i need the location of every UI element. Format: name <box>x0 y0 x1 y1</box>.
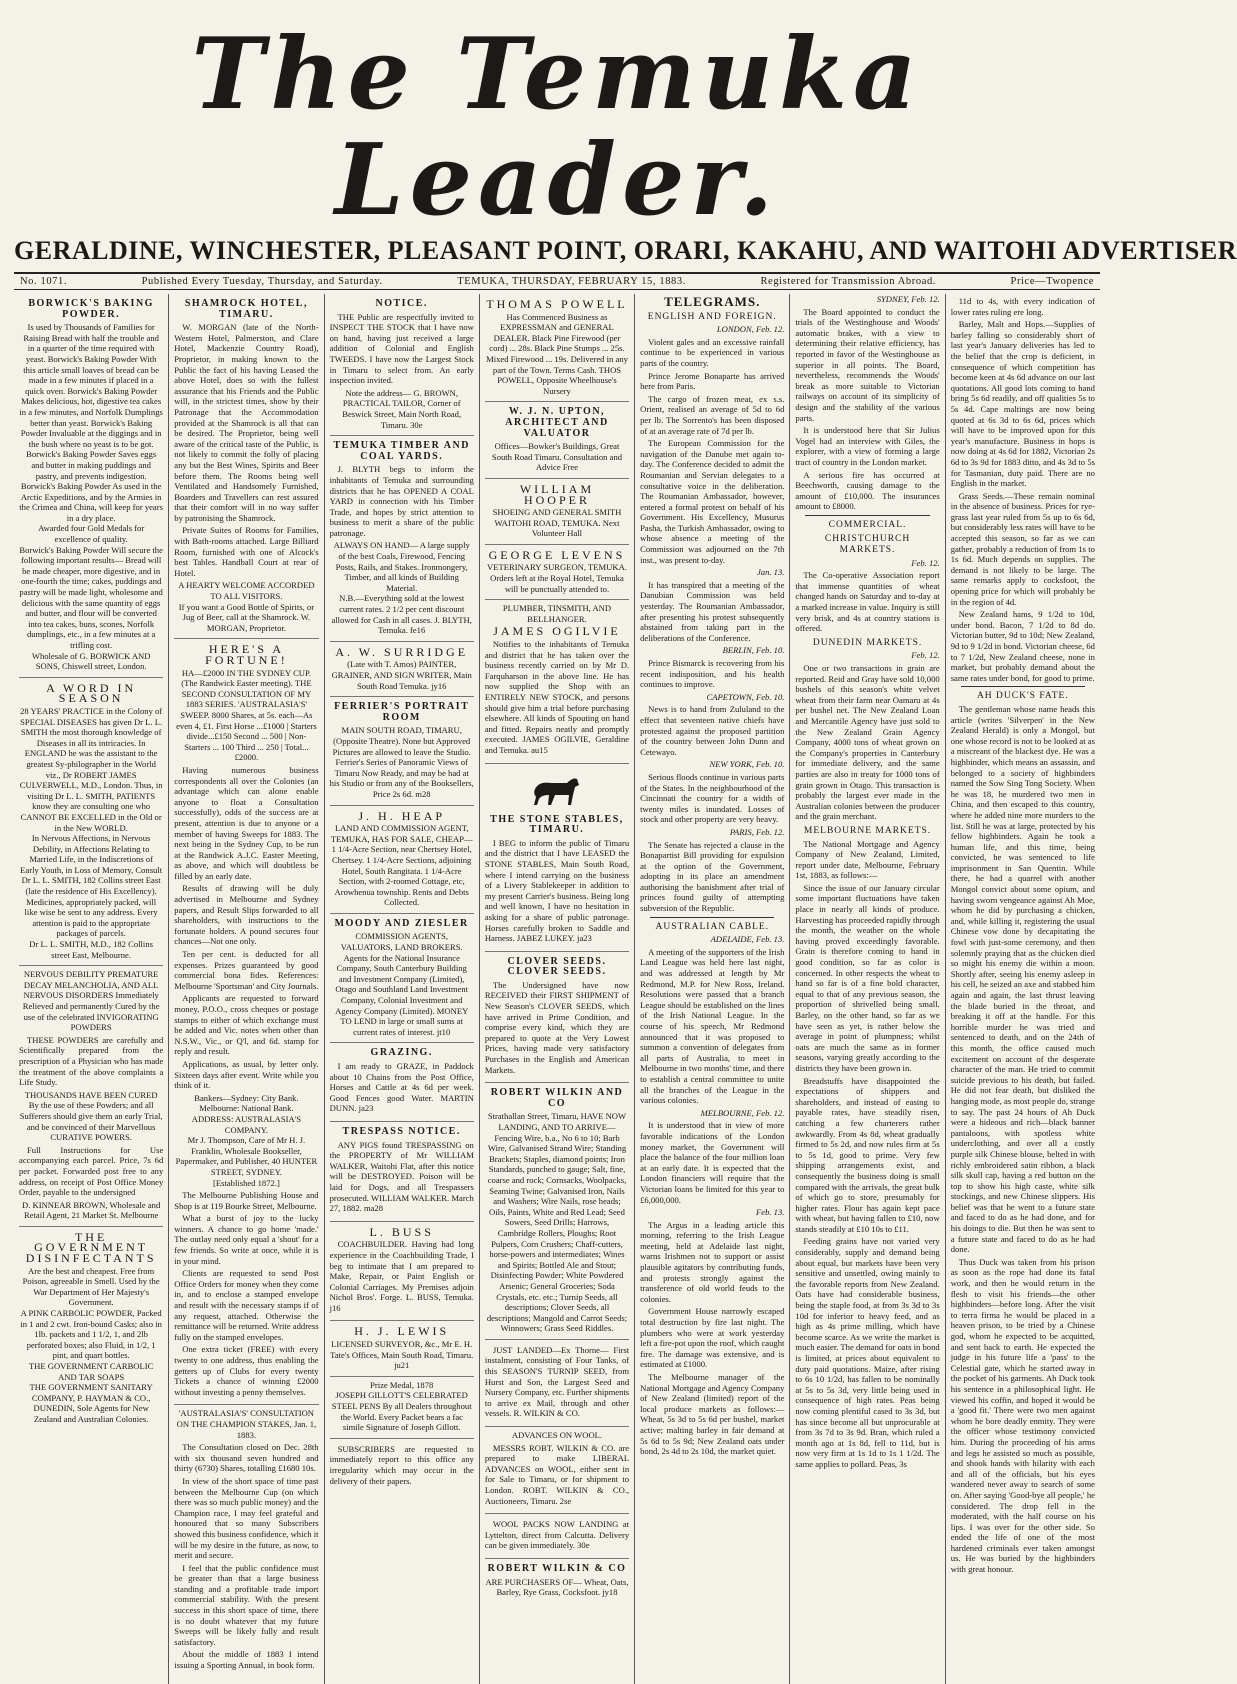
ad-body: Notifies to the inhabitants of Temuka and district that he has taken over the business recently carried on by Mr D. Farquharson in the above line. He has now supplied the Shop with an ENTIRELY NEW STOCK, and persons should give him a trial before purchasing elsewhere. All kinds of Spouting on hand and fitted. Repairs neatly and promptly executed. JAMES OGILVIE, Geraldine and Temuka. au15 <box>484 639 630 755</box>
issue-date: TEMUKA, THURSDAY, FEBRUARY 15, 1883. <box>457 276 686 287</box>
subheading: COMMERCIAL. <box>828 519 907 530</box>
ad-advances-wool <box>485 1427 629 1514</box>
ad-consultation <box>174 1405 318 1677</box>
ad-body: The Melbourne Publishing House and Shop is at 119 Bourke Street, Melbourne. <box>174 1190 319 1211</box>
ad-body: Bankers—Sydney: City Bank. Melbourne: National Bank. <box>194 1092 299 1114</box>
ad-wilkin-purchasers <box>485 1559 629 1603</box>
ad-word-in-season <box>19 678 163 966</box>
ad-nervous-debility <box>19 966 163 1227</box>
ad-levens <box>485 545 629 600</box>
divider <box>650 917 774 918</box>
column-5 <box>635 294 790 1684</box>
ad-body: About the middle of 1883 I intend issuing a Sporting Annual, in book form. <box>174 1649 319 1671</box>
ad-grazing <box>330 1043 474 1122</box>
news-dateline: ADELAIDE, Feb. 13. <box>710 934 785 945</box>
newspaper-title: The Temuka Leader. <box>191 17 923 238</box>
news-paragraph: The gentleman whose name heads this article (writes 'Silverpen' in the New Zealand Herald) is only a Mongol, but one whose record is not to be looked at as a miscreant of the blackest dye. He was a highbinder, which means an assassin, and belonged to a society of highbinders named the Sow Sing Tong Society. When he was 18, he murdered two men in China, and then escaped to this country, where he added nine more murders to the list. Still he was at large, protected by his fellow highbinders. Again he took a human life, and this time, being convicted, he was sentenced to life imprisonment in San Quentin. While there, he had a quarrel with another Mongol convict about some opium, and having sworn vengeance against Ah Moe, whom he did by purchasing a chicken, and, while killing it, registering the usual Chinese vow done by decapitating the fowl with just-some ceremony, and then solemnly praying that as the chicken died so might his enemy die within a moon. Shortly after, seeing his enemy asleep in his cell, he seized an axe and stabbed him again and again, the last thrust leaving the blade buried in the throat, and breaking it off at the handle. For this horrible murder he was tried and sentenced to death, and on the 24th of this month, the office caused much excitement on account of the desperate character of the man. He tried to commit suicide previous to his death, but failed. He did not fear death, but disliked the hanging mode, as most people do, strange to say. The past 24 hours of Ah Duck were a hideous and rich—black banner pantaloons, with spotless white underclothing, and over all a costly purple silk Chinese blouse, belted in with richly embroidered satin ribbon, a black silk skull cap, having a red button on the top to show his high caste, white silk stockings, and new Chinese slippers. His belief was that he went to a future state and faced to do as he had done, and for his doings to die. But then he was sent to a future state and faced to do as he had done. <box>950 703 1095 1255</box>
ad-fortune <box>174 639 318 1405</box>
ad-body: In Nervous Affections, in Nervous Debility, in Affections Relating to Married Life, in the Indiscretions of Early Youth, in Loss of Memory, Consult Dr L. L. SMITH, 182 Collins street East (late the residence of His Excellency). Medicines, appropriately packed, will like wise be sent to any address. Every attention is paid to the appropriate packages of parcels. <box>20 833 163 939</box>
ad-buss <box>330 1222 474 1322</box>
ad-body: Has Commenced Business as EXPRESSMAN and GENERAL DEALER. Black Pine Firewood (per cord) ... 28s. Black Pine Stumps ... 25s. Mixed Firewood ... 19s. Delivered in any part of the Town. Terms Cash. THOS POWELL, Opposite Wheelhouse's Nursery <box>486 311 628 396</box>
ad-heading: FERRIER'S PORTRAIT ROOM <box>334 701 470 723</box>
ad-signature: If you want a Good Bottle of Spirits, or Jug of Beer, call at the Shamrock. W. MORGAN, Proprietor. <box>178 601 315 633</box>
ad-upton <box>485 402 629 479</box>
ad-body: [Established 1872.] <box>213 1177 280 1188</box>
subheading: AUSTRALIAN CABLE. <box>655 921 770 932</box>
telegrams-heading: TELEGRAMS. <box>664 294 761 309</box>
ad-heading: ROBERT WILKIN & CO <box>487 1562 627 1574</box>
ad-ferrier <box>330 697 474 805</box>
news-paragraph: 11d to 4s, with every indication of lower rates ruling ere long. <box>950 296 1095 317</box>
ad-heading: ADVANCES ON WOOL. <box>511 1430 603 1441</box>
ad-heading: THE GOVERNMENT DISINFECTANTS <box>25 1229 157 1266</box>
issue-number: No. 1071. <box>20 276 68 287</box>
ad-body: (The Randwick Easter meeting). THE SECOND CONSULTATION OF MY 1883 SERIES. 'AUSTRALASIA'S' SWEEP. 8000 Shares, at 5s. each—As even 4, £1. First Horse ...£1000 | Starters divide...£150 Second ... 500 | Non-Starters ... 100 Third ... 250 | Total...£2000. <box>176 678 317 763</box>
ad-signature: N.B.—Everything sold at the lowest current rates. 2 1/2 per cent discount allowed for Cash in all cases. J. BLYTH, Temuka. fe16 <box>331 593 472 636</box>
ad-heading: PLUMBER, TINSMITH, AND BELLHANGER. <box>502 603 612 624</box>
ad-body: LICENSED SURVEYOR, &c., Mr E. H. Tate's Offices, Main South Road, Timaru. ju21 <box>330 1339 474 1371</box>
ad-lewis <box>330 1321 474 1376</box>
news-dateline: Feb. 12. <box>911 650 940 661</box>
news-paragraph: Serious floods continue in various parts of the States. In the neighbourhood of the Cincinnati the country for a width of twenty miles is inundated. Losses of stock and other property are very heavy. <box>640 771 785 825</box>
divider <box>961 686 1085 687</box>
column-3 <box>325 294 480 1684</box>
subheading: DUNEDIN MARKETS. <box>812 637 923 648</box>
ad-signature: Wholesale of G. BORWICK AND SONS, Chiswell street, London. <box>31 650 151 672</box>
news-dateline: PARIS, Feb. 12. <box>729 826 785 837</box>
news-paragraph: It is understood that in view of more favorable indications of the London money market, the Government will place the balance of the four million loan at an early date. It is expected that the London financiers will require that the Victorian loans be limited for this year to £6,000,000. <box>640 1120 785 1205</box>
news-paragraph: Prince Bismarck is recovering from his recent indisposition, and his health continues to improve. <box>640 658 785 690</box>
divider <box>805 515 929 516</box>
ad-body: One extra ticket (FREE) with every twenty to one address, thus enabling the getters up of Clubs for every twenty Tickets a chance of winning £2000 without investing a penny themselves. <box>174 1344 319 1397</box>
ad-body: A PINK CARBOLIC POWDER, Packed in 1 and 2 cwt. Iron-bound Casks; also in 1lb. packets and 1 1/2, 1, and 2lb perforated boxes; also Fluid, in 1/2, 1 pint, and quart bottles. <box>20 1308 162 1361</box>
news-paragraph: A serious fire has occurred at Beechworth, causing damage to the amount of £10,000. The insurances amount to £8000. <box>795 469 940 512</box>
ad-heading: J. H. HEAP <box>358 808 446 823</box>
subheading: MELBOURNE MARKETS. <box>803 825 932 836</box>
ad-moody-ziesler <box>330 914 474 1044</box>
ad-body: Is used by Thousands of Families for Raising Bread with half the trouble and in a quarter of the time required with yeast. Borwick's Baking Powder With this article small loaves of bread can be made in a few minutes if placed in a quick oven. Borwick's Baking Powder Makes delicious, hot, digestive tea cakes in a few minutes, and Norfolk Dumplings better than yeast. Borwick's Baking Powder Invaluable at the diggings and in the bush where no yeast is to be got. Borwick's Baking Powder Saves eggs and butter in making puddings and pastry, and prevents indigestion. Borwick's Baking Powder As used in the Arctic Expeditions, and by the Armies in the Crimea and China, will keep for years in a dry place. <box>19 322 163 523</box>
news-paragraph: Violent gales and an excessive rainfall continue to be experienced in various parts of the country. <box>640 336 785 368</box>
ad-heading: W. J. N. UPTON, ARCHITECT AND VALUATOR <box>505 406 609 439</box>
ad-heading: HERE'S A FORTUNE! <box>205 642 288 667</box>
ad-heading: H. J. LEWIS <box>354 1324 450 1339</box>
ad-body: Clients are requested to send Post Office Orders for money when they come in, and to enclose a stamped envelope and result with the necessary stamps if of any request, attached. Otherwise the remittance will be returned. Write address fully on the stamped envelopes. <box>174 1268 319 1342</box>
horse-illustration-icon <box>527 771 587 811</box>
news-paragraph: News is to hand from Zululand to the effect that seventeen native chiefs have protested against the proposed partition of the country between John Dunn and Cetewayo. <box>640 704 785 757</box>
ad-heading: THOMAS POWELL <box>486 297 628 311</box>
ad-subscribers <box>330 1439 474 1493</box>
column-6 <box>790 294 945 1684</box>
ad-body: The Consultation closed on Dec. 28th with six thousand seven hundred and thirty (6730) Shares, totalling £1680 10s. <box>174 1442 319 1474</box>
ad-body: NERVOUS DEBILITY PREMATURE DECAY MELANCHOLIA, AND ALL NERVOUS DISORDERS Immediately Relieved and permanently Cured by the use of the celebrated INVIGORATING POWDERS <box>22 969 160 1033</box>
ad-signature: Dr L. L. SMITH, M.D., 182 Collins street East, Melbourne. <box>29 939 153 960</box>
ad-body: LAND AND COMMISSION AGENT, TEMUKA, HAS FOR SALE, CHEAP— 1 1/4-Acre Section, near Chertsey Hotel, Chertsey. 1 1/4-Acre Sections, adjoining Hotel, South Rangitata. 1 1/4-Acre Section, with 2-roomed Cottage, etc, Arowhenua township. Rents and Debts Collected. <box>330 823 473 908</box>
ad-body: What a burst of joy to the lucky winners. A chance to go home 'made.' The outlay need only equal a 'shout' for a few friends. So write at once, while it is in your mind. <box>174 1213 319 1266</box>
ad-notice-brown <box>330 294 474 436</box>
ad-body: HA—£2000 IN THE SYDNEY CUP. <box>181 667 311 678</box>
news-paragraph: Barley, Malt and Hops.—Supplies of barley falling so considerably short of last year's January deliveries has led to the belief that the crop is deficient, in consequence of which competition has become keen at 4s 6d advance on our last quotations. All good lots coming to hand bring 5s 6d readily, and off qualities 5s to 5s 4d. Cape maltings are now being quoted at 6s 3d to 6s 6d, prices which will have to be improved upon for this year's manufacture. Business in hops is now doing at 4s 6d for 1882, Victorian 2s 6d to 3s 9d for 1883 ditto, and 4s 3d to 5s for Tasmanian, duty paid. There are no English in the market. <box>950 319 1095 489</box>
ad-heading: GEORGE LEVENS <box>488 547 626 562</box>
ad-heading: MOODY AND ZIESLER <box>334 917 469 929</box>
subheading: CHRISTCHURCH MARKETS. <box>824 534 911 556</box>
ad-body: W. MORGAN (late of the North-Western Hotel, Palmerston, and Clare Hotel, Mackenzie Country Road), Proprietor, in making known to the Public the fact of his having Leased the above Hotel, does so with the fullest assurance that his Friends and the Public will, in the strictest times, show by their Patronage that the Accommodation provided at the Shamrock is all that can be desired. The Proprietor, being well aware of the critical taste of the Public, is not likely to commit the folly of placing any but the Best Wines, Spirits and Beer before them. The Rooms being well Ventilated and Handsomely Furnished, Boarders and Travellers can rest assured that their comfort will in no way suffer by patronising the Shamrock. <box>174 322 319 523</box>
column-4 <box>480 294 635 1684</box>
masthead <box>14 17 1237 266</box>
news-dateline: Feb. 13. <box>756 1207 785 1218</box>
ad-body: ANY PIGS found TRESPASSING on the PROPERTY of Mr WILLIAM WALKER, Waitohi Flat, after this notice will be DESTROYED. Poison will be laid for Dogs, and all Trespassers prosecuted. WILLIAM WALKER. March 27, 1882. ma28 <box>329 1139 474 1214</box>
ad-signature: D. KINNEAR BROWN, Wholesale and Retail Agent, 21 Market St. Melbourne <box>22 1199 161 1221</box>
news-dateline: MELBOURNE, Feb. 12. <box>700 1107 785 1118</box>
ad-body: VETERINARY SURGEON, TEMUKA. Orders left at the Royal Hotel, Temuka will be punctually attended to. <box>487 562 627 594</box>
ad-body: THE Public are respectfully invited to INSPECT THE STOCK that I have now on hand, having just received a large addition of Colonial and English TWEEDS. I have now the Largest Stock in Timaru to select from. An early inspection invited. <box>329 311 474 386</box>
ad-timber-coal <box>330 436 474 642</box>
news-dateline: SYDNEY, Feb. 12. <box>876 294 940 304</box>
news-dateline: NEW YORK, Feb. 10. <box>709 759 785 770</box>
ad-surridge <box>330 642 474 697</box>
ad-body: Applicants are requested to forward money, P.O.O., cross cheques or postage stamps to either of which exchange must be added and Vic. notes when other than N.S.W., Vic., or Q'l, and 6d. stamp for reply and result. <box>174 993 319 1057</box>
ad-body: Are the best and cheapest. Free from Poison, agreeable in Smell. Used by the War Department of Her Majesty's Government. <box>22 1265 160 1308</box>
ad-hooper <box>485 479 629 545</box>
news-paragraph: New Zealand hams, 9 1/2d to 10d, under bond. Bacon, 7 1/2d to 8d do. Victorian butter, 9d to 10d; New Zealand, 9d to 9 1/2d in bond. Victorian cheese, 6d to 7 1/2d, New Zealand cheese, none in market, but probably demand about the same rates under bond, for good to prime. <box>950 609 1095 683</box>
news-paragraph: The National Mortgage and Agency Company of New Zealand, Limited, report under date, Melbourne, February 1st, 1883, as follows:— <box>795 838 940 881</box>
ad-body: ADDRESS: AUSTRALASIA'S COMPANY. <box>191 1113 302 1135</box>
ad-body: Private Suites of Rooms for Families, with Bath-rooms attached. Large Billiard Room, furnished with one of Alcock's best Tables. Handball Court at rear of Hotel. <box>174 525 319 578</box>
ad-body: A HEARTY WELCOME ACCORDED TO ALL VISITORS. <box>178 580 315 602</box>
ad-heading: GRAZING. <box>370 1047 433 1059</box>
ad-body: Offices—Bowker's Buildings, Great South Road Timaru. Consultation and Advice Free <box>491 441 623 473</box>
ad-heading: TRESPASS NOTICE. <box>342 1125 461 1137</box>
ad-trespass <box>330 1122 474 1222</box>
ad-body: I am ready to GRAZE, in Paddock about 10 Chains from the Post Office, Horses and Cattle at 4s 6d per week. Good Fences good Water. MARTIN DUNN. ja23 <box>329 1061 474 1114</box>
news-paragraph: Feeding grains have not varied very considerably, supply and demand being about equal, but markets have been very sensitive and unsettled, owing mainly to the favorable reports from New Zealand. Oats have had considerable business, being the staple food, at from 3s 3d to 3s 10d for inferior to heavy feed, and as high as 4s prime milling, which have become scarce. As we write the market is much easier. The demand for oats in bond is limited, at prices about equivalent to duty paid quotations. Maize, after rising to 6s 10 1/2d, has fallen to be nominally at 5s to 5s 3d, very little being used in consequence of high rates. Peas being now coming plentiful cased to 3s 3d, but has since become all but unprocurable at from 3s 7d to 3s 9d. Bran, which ruled a month ago at 1s 8d, fell to 11d, but is now very firm at 1s 1d to 1s 1 1/2d. The same applies to pollard. Peas, 3s <box>795 1236 940 1469</box>
ad-heading: THE STONE STABLES, TIMARU. <box>490 813 624 836</box>
news-paragraph: The Senate has rejected a clause in the Bonapartist Bill providing for expulsion at the option of the Government, adopting in its place an amendment authorising the banishment after trial of princes found guilty of attempting subversion of the Republic. <box>640 839 785 914</box>
ad-shamrock-hotel <box>174 294 318 639</box>
ad-body: ARE PURCHASERS OF— Wheat, Oats, Barley, Rye Grass, Cocksfoot. jy18 <box>485 1576 629 1598</box>
ad-body: (Late with T. Amos) PAINTER, GRAINER, AND SIGN WRITER, Main South Road Temuka. jy16 <box>331 659 472 691</box>
news-paragraph: The Co-operative Association report that immense quantities of wheat changed hands on Saturday and to-day at a marked increase in value. Inquiry is still very brisk, and 4s at country stations is offered. <box>795 570 940 634</box>
dateline-bar <box>14 272 1100 290</box>
publication-schedule: Published Every Tuesday, Thursday, and Saturday. <box>141 276 383 287</box>
news-paragraph: The European Commission for the navigation of the Danube met again to-day. The Conference decided to admit the Roumanian and Servian delegates to a consultative voice in the deliberation. The Roumanian Ambassador, however, entered a formal protest on behalf of his Government. His Excellency, Musurus Pasha, the Turkish Ambassador, owing to whose absence a meeting of the Commission was adjourned on the 7th inst., was present to-day. <box>640 438 785 565</box>
ad-heap <box>330 806 474 914</box>
ad-body: THOUSANDS HAVE BEEN CURED By the use of these Powders; and all Sufferers should give them an early Trial, and be convinced of their Marvellous CURATIVE POWERS. <box>19 1089 163 1143</box>
ad-heading: ROBERT WILKIN AND CO <box>490 1087 624 1109</box>
news-dateline: BERLIN, Feb. 10. <box>722 645 785 656</box>
ad-heading: TEMUKA TIMBER AND COAL YARDS. <box>333 440 470 462</box>
ad-wool-packs <box>485 1514 629 1559</box>
ad-turnip-seed <box>485 1340 629 1427</box>
ad-heading: CLOVER SEEDS. CLOVER SEEDS. <box>507 955 607 978</box>
columns <box>14 294 1100 1684</box>
ad-heading: BORWICK'S BAKING POWDER. <box>28 298 154 320</box>
ad-body: Ten per cent. is deducted for all expenses. Prizes guaranteed by good commercial bona fides. References: Melbourne 'Sportsman' and City Journals. <box>174 949 319 991</box>
ad-heading: Prize Medal, 1878 <box>370 1379 434 1390</box>
subheading: ENGLISH AND FOREIGN. <box>647 311 777 322</box>
ad-heading: A WORD IN SEASON <box>46 680 137 706</box>
ad-body: Borwick's Baking Powder Will secure the following important results— Bread will be made cheaper, more digestive, and in one-fourth the time; cakes, puddings and pastry will be made light, wholesome and delicious with the same quantity of eggs and butter, and flour will be converted into tea cakes, buns, scones, Norfolk dumplings, etc., in a few minutes at a trifling cost. <box>19 544 163 650</box>
news-paragraph: One or two transactions in grain are reported. Reid and Gray have sold 10,000 bushels of this season's white velvet wheat from their farm near Oamaru at 4s per bushel net. The New Zealand Loan and Mercantile Agency have just sold to the New Zealand Grain Agency Company, 4000 tons of wheat grown on the Company's properties in Canterbury for immediate delivery, and the same parties are also in treaty for 1000 tons of grain grown in Otago. This transaction is probably the largest ever made in the Australian colonies between the producer and the grain merchant. <box>795 663 940 822</box>
ad-body: In view of the short space of time past between the Melbourne Cup (on which there was so much public money) and the Champion race, I may feel grateful and honoured that so many Subscribers showed this business confidence, which it will be my desire in the future, as now, to merit and secure. <box>174 1475 319 1561</box>
ad-heading: WILLIAM HOOPER <box>519 481 595 507</box>
ad-signature: Note the address— G. BROWN, PRACTICAL TAILOR, Corner of Beswick Street, Main North Road, Timaru. 30e <box>342 387 462 430</box>
ad-gillott <box>330 1377 474 1439</box>
news-paragraph: Government House narrowly escaped total destruction by fire last night. The plumbers who were at work yesterday left a fire-pot upon the roof, which caught fire. The damage was extensive, and is estimated at £1000. <box>640 1306 785 1370</box>
ad-heading: A. W. SURRIDGE <box>335 644 469 659</box>
news-paragraph: The Melbourne manager of the National Mortgage and Agency Company of New Zealand (limited) report of the local produce markets as follows:— Wheat, 5s 3d to 5s 6d per bushel, market active; malting barley in fair demand at 5s 6d to 5s 9d; New Zealand oats under bond, 2s 4d to 2s 10d, the market quiet. <box>640 1372 785 1457</box>
ad-heading: 'AUSTRALASIA'S' CONSULTATION ON THE CHAMPION STAKES, Jan. 1, 1883. <box>176 1408 317 1440</box>
news-paragraph: It is understood here that Sir Julius Vogel had an interview with Giles, the explorer, with a view of forming a large tract of country in the London market. <box>795 425 940 467</box>
ad-body: THE GOVERNMENT CARBOLIC AND TAR SOAPS <box>28 1361 154 1382</box>
ad-signature: THE GOVERNMENT SANITARY COMPANY, P. HAYMAN & CO., DUNEDIN, Sole Agents for New Zealand and Australian Colonies. <box>29 1382 153 1424</box>
ad-borwick <box>19 294 163 678</box>
ad-body: Strathallan Street, Timaru, HAVE NOW LANDING, AND TO ARRIVE— Fencing Wire, b.a., No 6 to 10; Barb Wire, Galvanised Strand Wire; Standing Brackets; Staples, diamond points; Iron Standards, punched to gauge; Salt, fine, coarse and rock; Cornsacks, Woolpacks, Seaming Twine; Galvanised Iron, Nails and Washers; Wire Nails, rose heads; Oils, Paints, White and Red Lead; Seed Sowers, Seed Drills; Harrows, Cambridge Rollers, Ploughs; Root Pulpers, Corn Crushers; Chaff-cutters, horse-powers and intermediates; Wines and Spirits; Bottled Ale and Stout; Disinfecting Powder; White Powdered Arsenic; General Groceries; Soda Crystals, etc. etc.; Turnip Seeds, all descriptions; Clover Seeds, all descriptions; Mangold and Carrot Seeds; Winnowers; Grass Seed Riddles. <box>486 1111 628 1334</box>
column-1 <box>14 294 169 1684</box>
column-2 <box>169 294 324 1684</box>
ad-ogilvie <box>485 600 629 763</box>
ad-body: 28 YEARS' PRACTICE in the Colony of SPECIAL DISEASES has given Dr L. L. SMITH the most thorough knowledge of Diseases in all its intricacies. In ENGLAND he was the assistant to the greatest Sy-philographer in the World viz., Dr ROBERT JAMES CULVERWELL, M.D., London. Thus, in visiting Dr L. L. SMITH, PATIENTS know they are consulting one who CANNOT BE EXCELLED in the Old or in the New WORLD. <box>19 705 163 833</box>
ad-body: ALWAYS ON HAND— A large supply of the best Coals, Firewood, Fencing Posts, Rails, and Stakes. Ironmongery, Timber, and all kinds of Building Material. <box>333 540 470 593</box>
news-paragraph: The Argus in a leading article this morning, referring to the Irish League meeting, held at Adelaide last night, warns Irishmen not to support or assist plausible agitators by contributing funds, and protests strongly against the transference of old world feuds to the colonies. <box>640 1219 785 1304</box>
ad-body: Having numerous business correspondents all over the Colonies (an advantage which can alone enable anyone to float a Consultation successfully), odds of the success are at present, attention is due to anyone or a member of having Sweeps for 1883. The next being in the Sydney Cup, to be run at the Randwick A.J.C. Easter Meeting, as above, and which will doubtless be filled by an early date. <box>174 764 319 881</box>
ad-wilkin <box>485 1083 629 1340</box>
ad-body: J. BLYTH begs to inform the inhabitants of Temuka and surrounding districts that he has OPENED A COAL YARD in connection with his Timber Trade, and hopes by strict attention to business to merit a share of the public patronage. <box>329 464 474 538</box>
ad-body: Results of drawing will be duly advertised in Melbourne and Sydney papers, and Result Slips forwarded to all shareholders, with instructions to the fortunate holders. A pound secures four chances—Not one only. <box>174 883 319 947</box>
news-paragraph: The Board appointed to conduct the trials of the Westinghouse and Woods' automatic brakes, with a view to determining their relative efficiency, has reported in favor of the Westinghouse as superior in all points. The Board, nevertheless, recommends the Woods' break as more suitable to Victorian railways on account of its simplicity of design and the stability of the various parts. <box>795 306 940 423</box>
ad-stone-stables <box>485 764 629 952</box>
news-paragraph: It has transpired that a meeting of the Danubian Commission was held yesterday. The Roumanian Ambassador, after presenting his protest subsequently abstained from taking part in the deliberations of the Conference. <box>640 579 785 643</box>
ad-body: Awarded four Gold Medals for excellence of quality. <box>38 523 145 545</box>
ad-clover-seeds <box>485 952 629 1084</box>
ad-body: Full Instructions for Use accompanying each parcel. Price, 7s 6d per packet. Forwarded post free to any address, on receipt of Post Office Money Order, payable to the undersigned <box>19 1144 164 1198</box>
ad-body: SHOEING AND GENERAL SMITH WAITOHI ROAD, TEMUKA. Next Volunteer Hall <box>492 507 622 539</box>
news-dateline: LONDON, Feb. 12. <box>716 324 785 335</box>
ad-heading: L. BUSS <box>369 1224 434 1239</box>
newspaper-subtitle: GERALDINE, WINCHESTER, PLEASANT POINT, ORARI, KAKAHU, AND WAITOHI ADVERTISER <box>14 236 1237 265</box>
ad-powell <box>485 294 629 402</box>
news-paragraph: The cargo of frozen meat, ex s.s. Orient, realised an average of 5d to 6d per lb. The Sorrento's has been disposed of at an average rate of 7d per lb. <box>640 393 785 436</box>
ad-body: Mr J. Thompson, Care of Mr H. J. Franklin, Wholesale Bookseller, Papermaker, and Publisher, 40 HUNTER STREET, SYDNEY. <box>175 1135 318 1177</box>
ad-body: JOSEPH GILLOTT'S CELEBRATED STEEL PENS By all Dealers throughout the World. Every Packet bears a fac simile Signature of Joseph Gillott. <box>331 1390 472 1433</box>
ad-heading: SHAMROCK HOTEL, TIMARU. <box>184 298 308 320</box>
ad-heading: NOTICE. <box>375 298 428 309</box>
ad-body: WOOL PACKS NOW LANDING at Lyttelton, direct from Calcutta. Delivery can be given immediately. 30e <box>484 1519 630 1551</box>
ad-body: The Undersigned have now RECEIVED their FIRST SHIPMENT of New Season's CLOVER SEEDS, which have arrived in Prime Condition, and comprise every kind, which they are prepared to quote at the Very Lowest Prices, having made very satisfactory Purchases in the English and American Markets. <box>484 979 630 1075</box>
news-dateline: Feb. 12. <box>911 557 940 568</box>
news-dateline: CAPETOWN, Feb. 10. <box>706 691 785 702</box>
news-paragraph: Breadstuffs have disappointed the expectations of shippers and shareholders, and instead of easing to payable rates, have steadily risen, catching a few charterers rather awkwardly. From 4s 8d, wheat gradually firmed to 5s 2d, and now rules firm at 5s to 5s 1d, good to prime. Very few shipping arrangements exist, and consequently the business doing is small compared with the arrivals, the great bulk of which go to store, presumably for higher rates. Flour has again kept pace with wheat, but having fallen to £10, now stands steadily at £10 10s to £11. <box>795 1075 940 1234</box>
ad-body: MESSRS ROBT. WILKIN & CO. are prepared to make LIBERAL ADVANCES on WOOL, either sent in for Sale to Timaru, or for shipment to London. ROBT. WILKIN & CO., Auctioneers, Timaru. 2se <box>484 1442 630 1506</box>
news-paragraph: Thus Duck was taken from his prison as soon as the rope had done its fatal work, and then he would return in the flesh to visit his friends—the other highbinders—before long. After the visit to terra firma he would be placed in a heaven prison, to be tried by a Chinese god, whom he expected to be acquitted, and sent back to earth. He expected the judge in his future life a 'pass' to the Celestial gate, which he started away in the pocket of his garments. Ah Duck took his sentence in a philosophical light. He viewed his coffin, and hoped it would be a 'good fit.' There were two men against whom he bore deadly enmity. They were the officer whose testimony convicted him. During the proceeding of his arms and legs he assisted so much as possible, and shook hands with hilarity with each and all of the officials, but his eyes wandered never away to search of some on. After saying 'Good-bye all people,' he considered. The drop fell in the moderated, with the half course on his lips. I was over for the other side. So ended the life of one of the most hardened criminals ever taken amongst us. He was buried by the highbinders with great honour. <box>950 1256 1095 1575</box>
news-paragraph: Prince Jerome Bonaparte has arrived here from Paris. <box>640 370 785 392</box>
ad-body: JUST LANDED—Ex Thorne— First instalment, consisting of Four Tanks, of this SEASON'S TURNIP SEED, from Hurst and Son, the Largest Seed and Nursery Company, etc. Further shipments to arrive ex Mail, through and other vessels. R. WILKIN & CO. <box>484 1344 630 1419</box>
ad-body: Applications, as usual, by letter only. Sixteen days after event. Write while you think of it. <box>174 1058 319 1091</box>
ad-disinfectants <box>19 1227 163 1430</box>
registration-note: Registered for Transmission Abroad. <box>760 276 937 287</box>
ad-heading: JAMES OGILVIE <box>493 624 621 639</box>
ad-body: SUBSCRIBERS are requested to immediately report to this office any irregularity which may occur in the delivery of their papers. <box>329 1443 474 1486</box>
news-paragraph: A meeting of the supporters of the Irish Land League was held here last night, and was addressed at length by Mr Redmond, M.P. for New Ross, Ireland. Resolutions were passed that a branch League should be established on the lines of the Irish National League. In the course of his speech, Mr Redmond announced that it was proposed to summon a convention of delegates from all parts of Australia, to meet in Melbourne in two months' time, and there to establish a central committee to unite all the branches of the League in the various colonies. <box>640 946 785 1106</box>
column-7 <box>946 294 1100 1684</box>
ad-body: MAIN SOUTH ROAD, TIMARU, (Opposite Theatre). None but Approved Pictures are allowed to leave the Studio. Ferrier's Series of Panoramic Views of Timaru Now Ready, and may be had at his Studio or from any of the Booksellers, Price 2s 6d. m28 <box>329 725 474 799</box>
news-dateline: Jan. 13. <box>756 567 785 578</box>
news-paragraph: Grass Seeds.—These remain nominal in the absence of business. Prices for rye-grass last year ruled from 5s up to 6s 6d, but considerably less rates will have to be accepted this season, so far as we can gather, probably a reduction of from 1s to 1s 6d. Much depends on supplies. The demand is not likely to be large. The same remarks apply to cocksfoot, the opening price for which will probably be in the region of 4d. <box>950 490 1095 607</box>
price: Price—Twopence <box>1010 276 1094 287</box>
news-paragraph: Since the issue of our January circular some important fluctuations have taken place in nearly all kinds of produce. Harvesting has proceeded rapidly through the month, the weather on the whole having proved exceedingly favorable. Grain is therefore coming to hand in good condition, so far as color is concerned. In other respects the wheat to hand so far is of a fine bold character, equal to that of any previous season, the proportion of shrivelled being small. Barley, on the other hand, so far as we have seen as yet, is rather below the average in point of plumpness; whilst oats are much the same as in former seasons, varying greatly according to the districts they have been grown in. <box>795 882 940 1073</box>
article-heading: AH DUCK'S FATE. <box>976 691 1069 702</box>
ad-body: THESE POWDERS are carefully and Scientifically prepared from the prescription of a Physician who has made the treatment of the above complaints a Life Study. <box>19 1034 164 1088</box>
ad-body: I feel that the public confidence must be greater than that a large business standing and a profitable trade import commercial stability. With the present success in this short space of time, there is no doubt whatever that my future Sweeps will be likely fully and result satisfactory. <box>174 1562 319 1647</box>
ad-body: I BEG to inform the public of Timaru and the district that I have LEASED the STONE STABLES, Main South Road, where I intend carrying on the business of a Livery Stablekeeper in addition to my present Carrier's business. Being long and well known, I have no hesitation in asking for a share of public patronage. Horses carefully broken to Saddle and Harness. JABEZ LUKEY. ja23 <box>484 837 630 944</box>
ad-body: COMMISSION AGENTS, VALUATORS, LAND BROKERS. Agents for the National Insurance Company, South Canterbury Building and Investment Company (Limited), Otago and Southland Land Investment Company, Colonial Investment and Agency Company (Limited). MONEY TO LEND in large or small sums at current rates of interest. jt10 <box>335 931 469 1037</box>
ad-body: COACHBUILDER. Having had long experience in the Coachbuilding Trade, I beg to intimate that I am prepared to Make, Repair, or Paint English or Colonial Carriages. My Premises adjoin Nichol Bros'. Forge. L. BUSS, Temuka. j16 <box>329 1239 474 1313</box>
